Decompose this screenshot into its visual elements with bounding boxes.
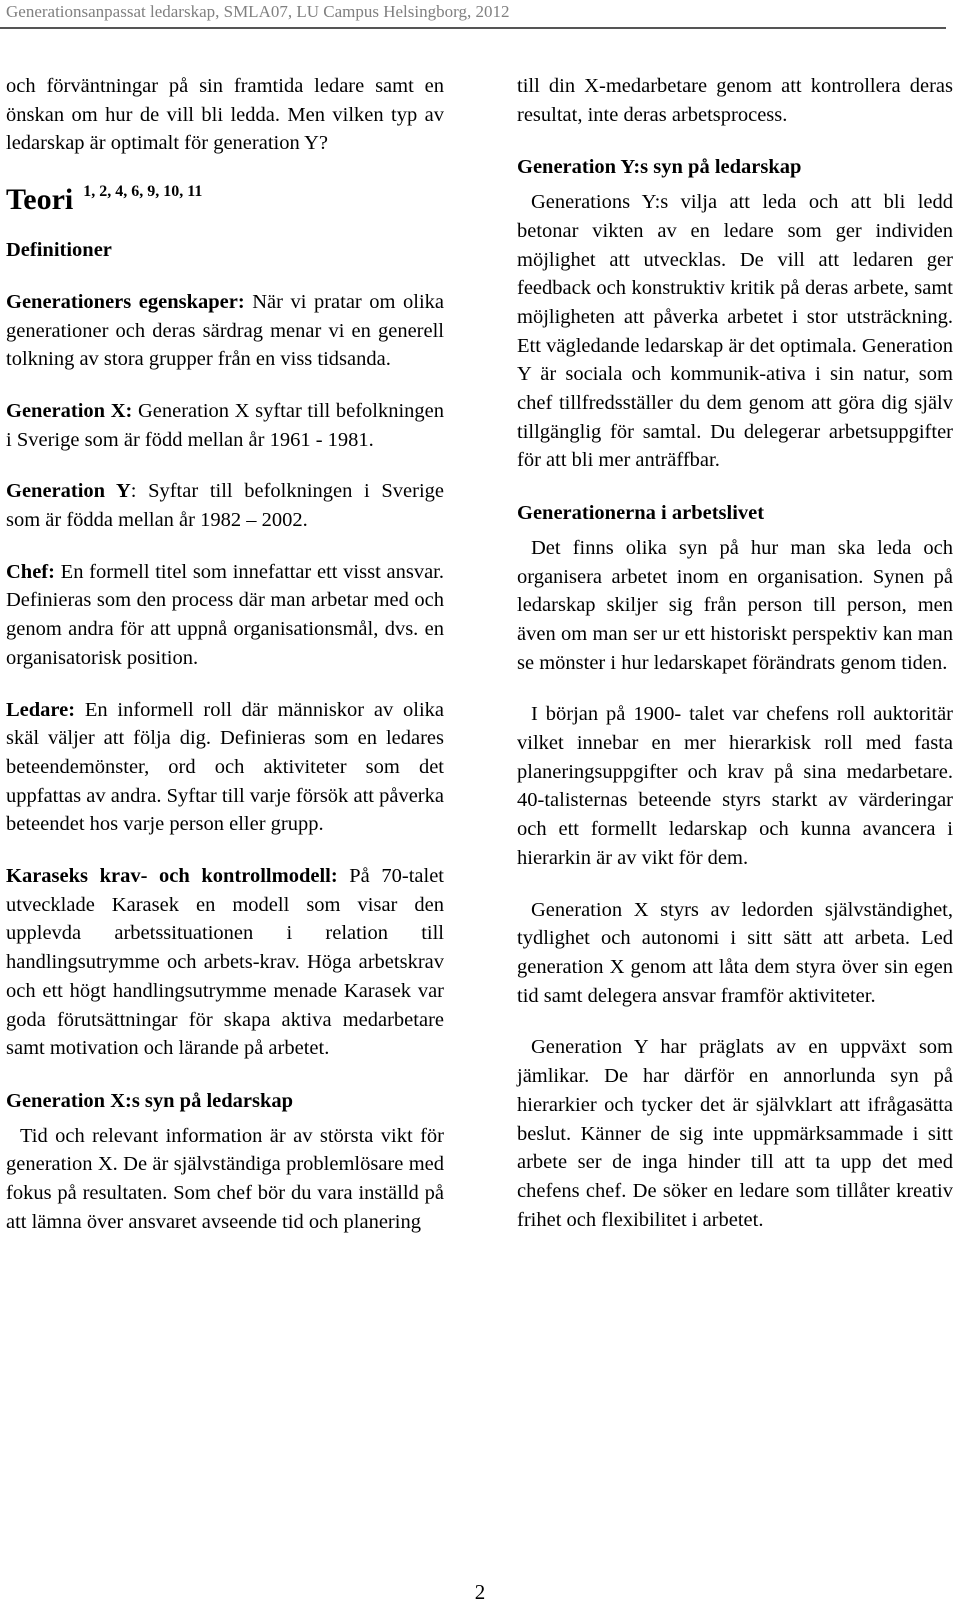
definition-generation-y bbox=[6, 477, 444, 534]
term-generation-y: Generation Y bbox=[6, 480, 131, 503]
intro-paragraph: och förväntningar på sin framtida ledare samt en önskan om hur de vill bli ledda. Men vilken typ av ledarskap är optimalt för generation Y? bbox=[6, 75, 444, 155]
term-karasek: Karaseks krav- och kontrollmodell: bbox=[6, 865, 338, 888]
text-karasek: På 70-talet utvecklade Karasek en modell som visar den upplevda arbetssituationen i relation till handlingsutrymme och arbets-krav. Höga arbetskrav och ett högt handlingsutrymme menade Karasek var goda förutsättningar för skapa aktiva medarbetare samt motivation och lärande på arbetet. bbox=[6, 865, 444, 1060]
geny-syn-paragraph: Generations Y:s vilja att leda och att bli ledd betonar vikten av en ledare som ger individen möjlighet att utvecklas. De vill att ledaren ger feedback och konstruktiv kritik på deras arbete, samt möjligheten att påverka arbetet i stor utsträckning. Ett vägledande ledarskap är det optimala. Generation Y är sociala och kommunik-ativa i sin natur, som chef tillfredsställer du dem genom att göra dig själv tillgänglig för samtal. Du delegerar arbetsuppgifter för att bli mer anträffbar. bbox=[517, 191, 953, 472]
arbetslivet-heading: Generationerna i arbetslivet bbox=[517, 502, 765, 525]
definition-ledare bbox=[6, 696, 444, 840]
geny-syn-heading: Generation Y:s syn på ledarskap bbox=[517, 156, 802, 179]
term-chef: Chef: bbox=[6, 560, 55, 583]
teori-heading bbox=[6, 184, 444, 216]
teori-title: Teori bbox=[6, 183, 74, 217]
term-generation-x: Generation X: bbox=[6, 399, 133, 422]
left-column bbox=[6, 72, 444, 1237]
definition-generation-x bbox=[6, 397, 444, 454]
text-generationer: När vi pratar om olika generationer och deras särdrag menar vi en generell tolkning av stora grupper från en viss tidsanda. bbox=[6, 290, 444, 371]
running-header: Generationsanpassat ledarskap, SMLA07, LU Campus Helsingborg, 2012 bbox=[6, 2, 510, 21]
genx-syn-paragraph: Tid och relevant information är av största vikt för generation X. De är självständiga problemlösare med fokus på resultaten. Som chef bör du vara inställd på att lämna över ansvaret avseende tid och planering bbox=[6, 1124, 444, 1233]
text-chef: En formell titel som innefattar ett visst ansvar. Definieras som den process där man arbetar med och genom andra för att uppnå organisationsmål, dvs. en organisatorisk position. bbox=[6, 560, 444, 669]
text-generation-y: : Syftar till befolkningen i Sverige som är födda mellan år 1982 – 2002. bbox=[6, 480, 444, 532]
definition-chef bbox=[6, 558, 444, 673]
definition-karasek bbox=[6, 862, 444, 1063]
arbetslivet-paragraph-4: Generation Y har präglats av en uppväxt som jämlikar. De har därför en annorlunda syn på hierarkier och tycker det är självklart att ifrågasätta beslut. Känner de sig inte uppmärksammade i sitt arbete ser de inga hinder till att ta upp det med chefens chef. De söker en ledare som tillåter kreativ frihet och flexibilitet i arbetet. bbox=[517, 1036, 953, 1231]
teori-references: 1, 2, 4, 6, 9, 10, 11 bbox=[83, 183, 203, 201]
page-number: 2 bbox=[474, 1580, 486, 1604]
arbetslivet-paragraph-3: Generation X styrs av ledorden självständighet, tydlighet och autonomi i sitt sätt att arbeta. Led generation X genom att låta dem styra över sin egen tid samt delegera ansvar framför aktiviteter. bbox=[517, 898, 953, 1007]
arbetslivet-paragraph-2: I början på 1900- talet var chefens roll auktoritär vilket innebar en mer hierarkisk roll med fasta planeringsuppgifter och krav på sina medarbetare. 40-talisternas beteende styrs starkt av värderingar och ett formellt ledarskap och kunna avancera i hierarkin är av vikt för dem. bbox=[517, 703, 953, 869]
arbetslivet-paragraph-1: Det finns olika syn på hur man ska leda och organisera arbetet inom en organisation. Synen på ledarskap skiljer sig från person till person, men även om man ser ur ett historiskt perspektiv kan man se mönster i hur ledarskapet förändrats genom tiden. bbox=[517, 536, 953, 674]
genx-syn-heading: Generation X:s syn på ledarskap bbox=[6, 1089, 294, 1112]
text-generation-x: Generation X syftar till befolkningen i Sverige som är född mellan år 1961 - 1981. bbox=[6, 399, 445, 451]
right-column bbox=[517, 72, 953, 1234]
text-ledare: En informell roll där människor av olika skäl väljer att följa dig. Definieras som en ledares beteendemönster, ord och aktiviteter som det uppfattas av andra. Syftar till varje försök att påverka beteendet hos varje person eller grupp. bbox=[6, 698, 444, 836]
definition-generationer bbox=[6, 288, 444, 374]
term-ledare: Ledare: bbox=[6, 698, 76, 721]
definitioner-heading: Definitioner bbox=[6, 239, 112, 262]
term-generationer: Generationers egenskaper: bbox=[6, 290, 245, 313]
header-divider bbox=[0, 27, 946, 29]
continuation-paragraph: till din X-medarbetare genom att kontrollera deras resultat, inte deras arbetsprocess. bbox=[517, 75, 953, 126]
